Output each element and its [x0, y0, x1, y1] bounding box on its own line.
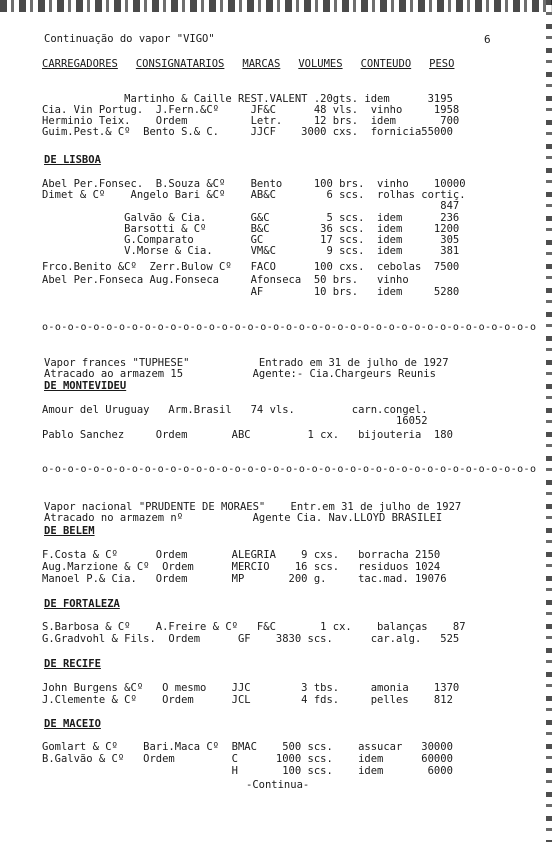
table-row: Barsotti & Cº B&C 36 scs. idem 1200: [42, 223, 460, 235]
table-row: F.Costa & Cº Ordem ALEGRIA 9 cxs. borracha 2150: [42, 549, 441, 561]
table-row: Manoel P.& Cia. Ordem MP 200 g. tac.mad. 19076: [42, 573, 447, 585]
table-row: Aug.Marzione & Cº Ordem MERCIO 16 scs. residuos 1024: [42, 561, 441, 573]
page-title: Continuação do vapor "VIGO": [44, 33, 215, 45]
continued-footer: -Continua-: [246, 779, 310, 791]
scan-edge-right: [546, 0, 552, 842]
table-row: Guim.Pest.& Cº Bento S.& C. JJCF 3000 cxs. fornicia55000: [42, 126, 453, 138]
table-row: J.Clemente & Cº Ordem JCL 4 fds. pelles 812: [42, 694, 453, 706]
table-row: 847: [42, 200, 460, 212]
col-marcas: MARCAS: [242, 58, 281, 70]
table-row: Herminio Teix. Ordem Letr. 12 brs. idem 700: [42, 115, 460, 127]
scan-edge-top: [0, 0, 552, 12]
col-carregadores: CARREGADORES: [42, 58, 118, 70]
table-row: Pablo Sanchez Ordem ABC 1 cx. bijouteria 180: [42, 429, 453, 441]
section-heading-recife: DE RECIFE: [44, 658, 101, 670]
table-row: Cia. Vin Portug. J.Fern.&Cº JF&C 48 vls. vinho 1958: [42, 104, 460, 116]
column-headers: [42, 58, 472, 70]
table-row: Martinho & Caille REST.VALENT .20gts. idem 3195: [42, 93, 453, 105]
col-volumes: VOLUMES: [298, 58, 343, 70]
table-row: S.Barbosa & Cº A.Freire & Cº F&C 1 cx. balanças 87: [42, 621, 466, 633]
section-heading-belem: DE BELEM: [44, 525, 95, 537]
table-row: Abel Per.Fonsec. B.Souza &Cº Bento 100 brs. vinho 10000: [42, 178, 466, 190]
table-row: G.Gradvohl & Fils. Ordem GF 3830 scs. car.alg. 525: [42, 633, 460, 645]
table-row: G.Comparato GC 17 scs. idem 305: [42, 234, 460, 246]
table-row: Gomlart & Cº Bari.Maca Cº BMAC 500 scs. assucar 30000: [42, 741, 453, 753]
table-row: Amour del Uruguay Arm.Brasil 74 vls. carn.congel.: [42, 404, 428, 416]
table-row: B.Galvão & Cº Ordem C 1000 scs. idem 60000: [42, 753, 453, 765]
col-conteudo: CONTEUDO: [360, 58, 412, 70]
table-row: H 100 scs. idem 6000: [42, 765, 453, 777]
section-heading-maceio: DE MACEIO: [44, 718, 101, 730]
table-row: Dimet & Cº Angelo Bari &Cº AB&C 6 scs. rolhas cortiç.: [42, 189, 466, 201]
section-heading-lisboa: DE LISBOA: [44, 154, 101, 166]
col-peso: PESO: [429, 58, 455, 70]
table-row: AF 10 brs. idem 5280: [42, 286, 460, 298]
vessel-line: Atracado ao armazem 15 Agente:- Cia.Chargeurs Reunis: [44, 368, 436, 380]
divider-line: o-o-o-o-o-o-o-o-o-o-o-o-o-o-o-o-o-o-o-o-o-o-o-o-o-o-o-o-o-o-o-o-o-o-o-o-o-o-o: [42, 322, 537, 333]
table-row: Galvão & Cia. G&C 5 scs. idem 236: [42, 212, 460, 224]
table-row: V.Morse & Cia. VM&C 9 scs. idem 381: [42, 245, 460, 257]
vessel-line: Vapor frances "TUPHESE" Entrado em 31 de julho de 1927: [44, 357, 449, 369]
table-row: Frco.Benito &Cº Zerr.Bulow Cº FACO 100 cxs. cebolas 7500: [42, 261, 460, 273]
vessel-line: Vapor nacional "PRUDENTE DE MORAES" Entr.em 31 de julho de 1927: [44, 501, 462, 513]
divider-line: o-o-o-o-o-o-o-o-o-o-o-o-o-o-o-o-o-o-o-o-o-o-o-o-o-o-o-o-o-o-o-o-o-o-o-o-o-o-o: [42, 464, 537, 475]
table-row: Abel Per.Fonseca Aug.Fonseca Afonseca 50 brs. vinho: [42, 274, 409, 286]
col-consignatarios: CONSIGNATARIOS: [135, 58, 225, 70]
table-row: 16052: [42, 415, 428, 427]
vessel-line: Atracado no armazem nº Agente Cia. Nav.LLOYD BRASILEI: [44, 512, 443, 524]
section-heading-montevideu: DE MONTEVIDEU: [44, 380, 127, 392]
table-row: John Burgens &Cº O mesmo JJC 3 tbs. amonia 1370: [42, 682, 460, 694]
section-heading-fortaleza: DE FORTALEZA: [44, 598, 120, 610]
page-number: 6: [484, 33, 491, 46]
